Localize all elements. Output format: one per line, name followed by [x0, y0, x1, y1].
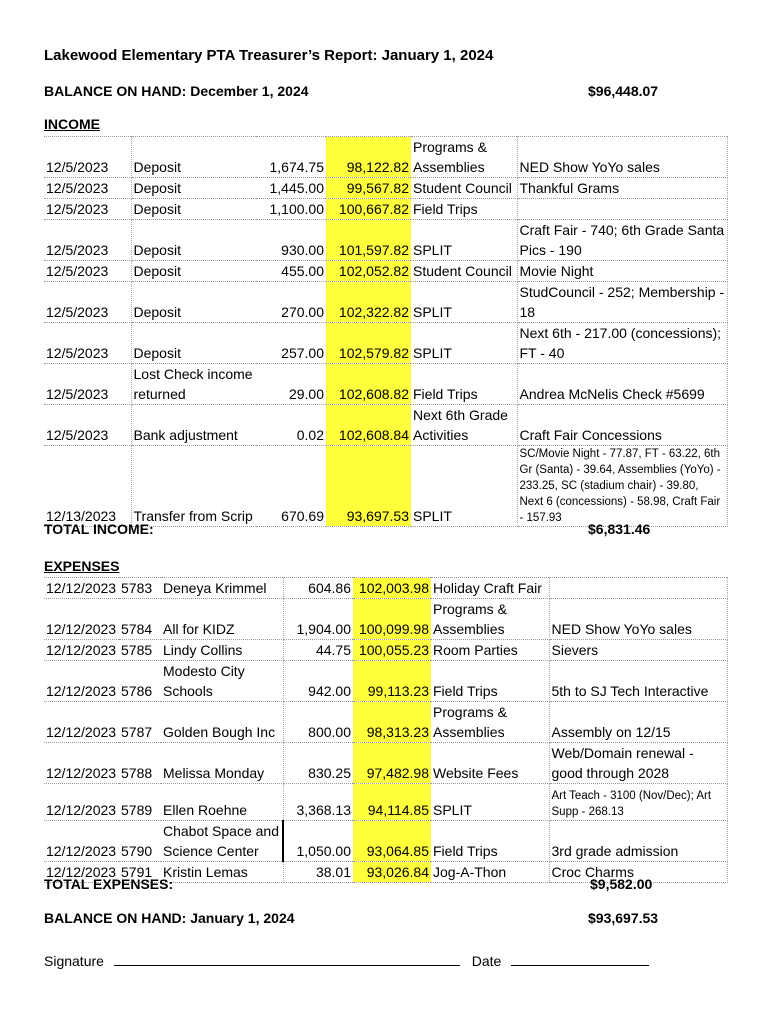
income-amount: 670.69 — [256, 446, 326, 527]
expense-payee: Lindy Collins — [161, 640, 283, 661]
expense-notes: Sievers — [549, 640, 727, 661]
income-category: Programs & Assemblies — [411, 137, 517, 178]
expense-category: Programs & Assemblies — [431, 599, 549, 640]
expense-date: 12/12/2023 — [44, 599, 119, 640]
expense-notes: Web/Domain renewal - good through 2028 — [549, 743, 727, 784]
income-balance: 102,608.82 — [326, 364, 411, 405]
expense-notes — [549, 578, 727, 599]
expense-amount: 38.01 — [283, 862, 353, 883]
expense-balance: 93,026.84 — [353, 862, 431, 883]
expense-payee: All for KIDZ — [161, 599, 283, 640]
income-desc: Deposit — [131, 178, 256, 199]
expense-amount: 800.00 — [283, 702, 353, 743]
expense-notes: Assembly on 12/15 — [549, 702, 727, 743]
expense-category: Website Fees — [431, 743, 549, 784]
income-date: 12/5/2023 — [44, 261, 131, 282]
income-category: Student Council — [411, 261, 517, 282]
date-line[interactable] — [511, 953, 649, 966]
expense-check-number: 5790 — [119, 821, 161, 862]
expense-payee: Golden Bough Inc — [161, 702, 283, 743]
expense-category: SPLIT — [431, 784, 549, 821]
expense-category: Jog-A-Thon — [431, 862, 549, 883]
expense-notes: 5th to SJ Tech Interactive — [549, 661, 727, 702]
expense-amount: 830.25 — [283, 743, 353, 784]
income-category: SPLIT — [411, 220, 517, 261]
income-amount: 1,100.00 — [256, 199, 326, 220]
income-date: 12/13/2023 — [44, 446, 131, 527]
expense-check-number: 5783 — [119, 578, 161, 599]
expense-amount: 942.00 — [283, 661, 353, 702]
opening-balance-amount: $96,448.07 — [588, 83, 659, 99]
income-balance: 98,122.82 — [326, 137, 411, 178]
income-balance: 102,052.82 — [326, 261, 411, 282]
signature-line[interactable] — [114, 953, 460, 966]
expense-notes: NED Show YoYo sales — [549, 599, 727, 640]
expense-balance: 98,313.23 — [353, 702, 431, 743]
expense-date: 12/12/2023 — [44, 578, 119, 599]
income-notes: Next 6th - 217.00 (concessions); FT - 40 — [517, 323, 727, 364]
income-table — [44, 136, 728, 527]
income-balance: 102,608.84 — [326, 405, 411, 446]
expense-row — [44, 821, 727, 862]
expense-category: Field Trips — [431, 661, 549, 702]
income-heading: INCOME — [44, 116, 100, 132]
income-balance: 99,567.82 — [326, 178, 411, 199]
opening-balance-label: BALANCE ON HAND: December 1, 2024 — [44, 83, 309, 99]
income-balance: 100,667.82 — [326, 199, 411, 220]
income-date: 12/5/2023 — [44, 199, 131, 220]
income-row — [44, 178, 727, 199]
income-date: 12/5/2023 — [44, 282, 131, 323]
expense-date: 12/12/2023 — [44, 821, 119, 862]
expense-notes: Art Teach - 3100 (Nov/Dec); Art Supp - 268.13 — [549, 784, 727, 821]
expense-balance: 99,113.23 — [353, 661, 431, 702]
income-amount: 1,445.00 — [256, 178, 326, 199]
expense-balance: 93,064.85 — [353, 821, 431, 862]
income-desc: Deposit — [131, 323, 256, 364]
income-desc: Deposit — [131, 261, 256, 282]
expense-check-number: 5789 — [119, 784, 161, 821]
expense-amount: 3,368.13 — [283, 784, 353, 821]
expense-row — [44, 640, 727, 661]
expenses-table — [44, 577, 728, 883]
closing-balance-amount: $93,697.53 — [588, 910, 659, 926]
income-amount: 1,674.75 — [256, 137, 326, 178]
income-amount: 0.02 — [256, 405, 326, 446]
income-notes: NED Show YoYo sales — [517, 137, 727, 178]
income-balance: 101,597.82 — [326, 220, 411, 261]
total-expenses-label: TOTAL EXPENSES: — [44, 876, 174, 892]
expense-row — [44, 702, 727, 743]
income-amount: 257.00 — [256, 323, 326, 364]
expense-check-number: 5788 — [119, 743, 161, 784]
income-balance: 93,697.53 — [326, 446, 411, 527]
expense-date: 12/12/2023 — [44, 702, 119, 743]
signature-row — [44, 953, 649, 969]
expense-check-number: 5791 — [119, 862, 161, 883]
income-notes — [517, 199, 727, 220]
income-desc: Transfer from Scrip — [131, 446, 256, 527]
income-category: Next 6th Grade Activities — [411, 405, 517, 446]
income-date: 12/5/2023 — [44, 364, 131, 405]
expense-date: 12/12/2023 — [44, 640, 119, 661]
income-desc: Bank adjustment — [131, 405, 256, 446]
expense-date: 12/12/2023 — [44, 661, 119, 702]
date-label: Date — [471, 953, 502, 969]
total-income-amount: $6,831.46 — [588, 521, 651, 537]
income-row — [44, 137, 727, 178]
income-category: SPLIT — [411, 323, 517, 364]
expense-notes: 3rd grade admission — [549, 821, 727, 862]
income-date: 12/5/2023 — [44, 323, 131, 364]
expense-row — [44, 599, 727, 640]
expense-payee: Chabot Space and Science Center — [161, 821, 283, 862]
expense-category: Holiday Craft Fair — [431, 578, 549, 599]
income-category: Field Trips — [411, 364, 517, 405]
income-amount: 930.00 — [256, 220, 326, 261]
expense-payee: Melissa Monday — [161, 743, 283, 784]
expense-check-number: 5784 — [119, 599, 161, 640]
expense-balance: 100,055.23 — [353, 640, 431, 661]
income-date: 12/5/2023 — [44, 405, 131, 446]
income-notes: Andrea McNelis Check #5699 — [517, 364, 727, 405]
expense-balance: 102,003.98 — [353, 578, 431, 599]
income-row — [44, 220, 727, 261]
closing-balance-label: BALANCE ON HAND: January 1, 2024 — [44, 910, 295, 926]
total-income-label: TOTAL INCOME: — [44, 521, 154, 537]
income-notes: Movie Night — [517, 261, 727, 282]
income-category: Field Trips — [411, 199, 517, 220]
expense-check-number: 5786 — [119, 661, 161, 702]
expense-amount: 604.86 — [283, 578, 353, 599]
expense-category: Field Trips — [431, 821, 549, 862]
income-notes: StudCouncil - 252; Membership - 18 — [517, 282, 727, 323]
income-category: SPLIT — [411, 282, 517, 323]
income-row — [44, 405, 727, 446]
expense-date: 12/12/2023 — [44, 784, 119, 821]
income-category: Student Council — [411, 178, 517, 199]
expense-notes: Croc Charms — [549, 862, 727, 883]
income-amount: 29.00 — [256, 364, 326, 405]
expense-balance: 97,482.98 — [353, 743, 431, 784]
expense-payee: Modesto City Schools — [161, 661, 283, 702]
expense-check-number: 5787 — [119, 702, 161, 743]
income-desc: Lost Check income returned — [131, 364, 256, 405]
expense-row — [44, 578, 727, 599]
income-date: 12/5/2023 — [44, 178, 131, 199]
income-notes: SC/Movie Night - 77.87, FT - 63.22, 6th Gr (Santa) - 39.64, Assemblies (YoYo) - 233.25, SC (stadium chair) - 39.80, Next 6 (concessions) - 58.98, Craft Fair - 157.93 — [517, 446, 727, 527]
total-expenses-amount: $9,582.00 — [590, 876, 653, 892]
income-desc: Deposit — [131, 220, 256, 261]
income-row — [44, 446, 727, 527]
income-row — [44, 323, 727, 364]
income-date: 12/5/2023 — [44, 137, 131, 178]
expense-category: Room Parties — [431, 640, 549, 661]
income-amount: 455.00 — [256, 261, 326, 282]
expense-category: Programs & Assemblies — [431, 702, 549, 743]
income-notes: Craft Fair Concessions — [517, 405, 727, 446]
expense-check-number: 5785 — [119, 640, 161, 661]
income-notes: Craft Fair - 740; 6th Grade Santa Pics - 190 — [517, 220, 727, 261]
income-row — [44, 364, 727, 405]
expenses-heading: EXPENSES — [44, 558, 120, 574]
expense-amount: 44.75 — [283, 640, 353, 661]
income-notes: Thankful Grams — [517, 178, 727, 199]
expense-amount: 1,904.00 — [283, 599, 353, 640]
expense-balance: 94,114.85 — [353, 784, 431, 821]
income-balance: 102,322.82 — [326, 282, 411, 323]
income-row — [44, 199, 727, 220]
expense-balance: 100,099.98 — [353, 599, 431, 640]
signature-label: Signature — [44, 953, 104, 969]
income-desc: Deposit — [131, 282, 256, 323]
expense-payee: Kristin Lemas — [161, 862, 283, 883]
expense-date: 12/12/2023 — [44, 862, 119, 883]
income-row — [44, 282, 727, 323]
income-desc: Deposit — [131, 137, 256, 178]
income-amount: 270.00 — [256, 282, 326, 323]
report-title: Lakewood Elementary PTA Treasurer’s Report: January 1, 2024 — [44, 47, 494, 64]
expense-payee: Deneya Krimmel — [161, 578, 283, 599]
income-balance: 102,579.82 — [326, 323, 411, 364]
income-category: SPLIT — [411, 446, 517, 527]
expense-row — [44, 784, 727, 821]
expense-payee: Ellen Roehne — [161, 784, 283, 821]
income-desc: Deposit — [131, 199, 256, 220]
income-row — [44, 261, 727, 282]
expense-date: 12/12/2023 — [44, 743, 119, 784]
expense-amount: 1,050.00 — [283, 821, 353, 862]
expense-row — [44, 743, 727, 784]
income-date: 12/5/2023 — [44, 220, 131, 261]
expense-row — [44, 661, 727, 702]
